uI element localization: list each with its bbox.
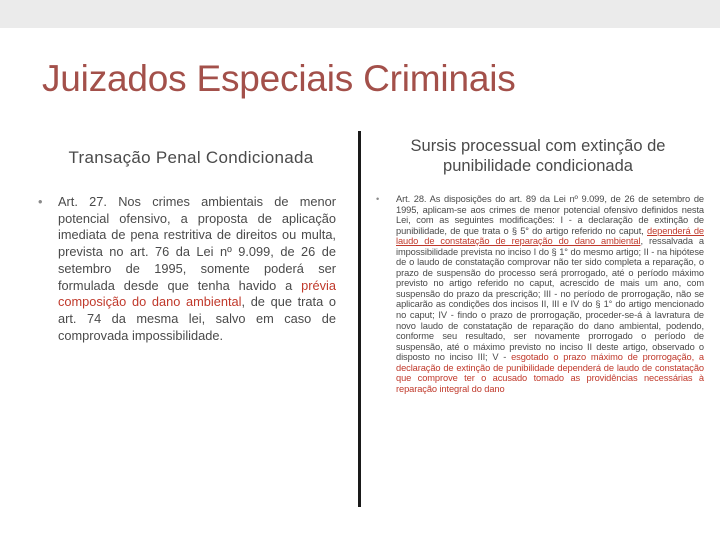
left-column-heading: Transação Penal Condicionada: [68, 148, 314, 167]
art27-text-part2: , de que trata o art. 74 da mesma lei, salvo em caso de comprovada impossibilidade.: [58, 294, 336, 343]
art28-text-part1: Art. 28. As disposições do art. 89 da Lei nº 9.099, de 26 de setembro de 1995, aplicam-se aos crimes de menor potencial ofensivo definidos nesta Lei, com as seguintes modificações: I - a declaração de extinção de punibilidade, de que trata o § 5° do artigo referido no caput,: [396, 194, 704, 236]
art28-highlight-2: esgotado o prazo máximo de prorrogação, a declaração de extinção de punibilidade dependerá de laudo de constatação que comprove ter o acusado tomado as providências necessárias à reparação integral do dano: [396, 352, 704, 394]
art27-highlight: prévia composição do dano ambiental: [58, 277, 336, 310]
bullet-icon: •: [376, 194, 380, 204]
top-decorative-band: [0, 0, 720, 28]
right-column-heading: Sursis processual com extinção de punibilidade condicionada: [410, 137, 666, 175]
art27-text-part1: Art. 27. Nos crimes ambientais de menor potencial ofensivo, a proposta de aplicação imediata de pena restritiva de direitos ou multa, prevista no art. 76 da Lei nº 9.099, de 26 de setembro de 1995, somente poderá ser formulada desde que tenha havido a: [58, 194, 336, 293]
slide-title: Juizados Especiais Criminais: [42, 58, 516, 99]
column-divider: [358, 131, 361, 507]
art28-highlight-1: dependerá de laudo de constatação de reparação do dano ambiental: [396, 225, 704, 247]
art28-text-part2: , ressalvada a impossibilidade prevista no inciso I do § 1° do mesmo artigo; II - na hipótese de o laudo de constatação comprovar não ter sido completa a reparação, o prazo de suspensão do processo será prorrogado, até o período máximo previsto no artigo referido no caput, acrescido de mais um ano, com suspensão do prazo da prescrição; III - no período de prorrogação, não se aplicarão as condições dos incisos II, III e IV do § 1° do artigo mencionado no caput; IV - findo o prazo de prorrogação, proceder-se-á à lavratura de novo laudo de constatação de reparação do dano ambiental, podendo, conforme seu resultado, ser novamente prorrogado o período de suspensão, até o máximo previsto no inciso II deste artigo, observado o disposto no inciso III; V -: [396, 236, 704, 363]
right-bullet-text: [376, 194, 704, 394]
left-bullet-text: [38, 194, 336, 344]
bullet-icon: •: [38, 194, 43, 209]
